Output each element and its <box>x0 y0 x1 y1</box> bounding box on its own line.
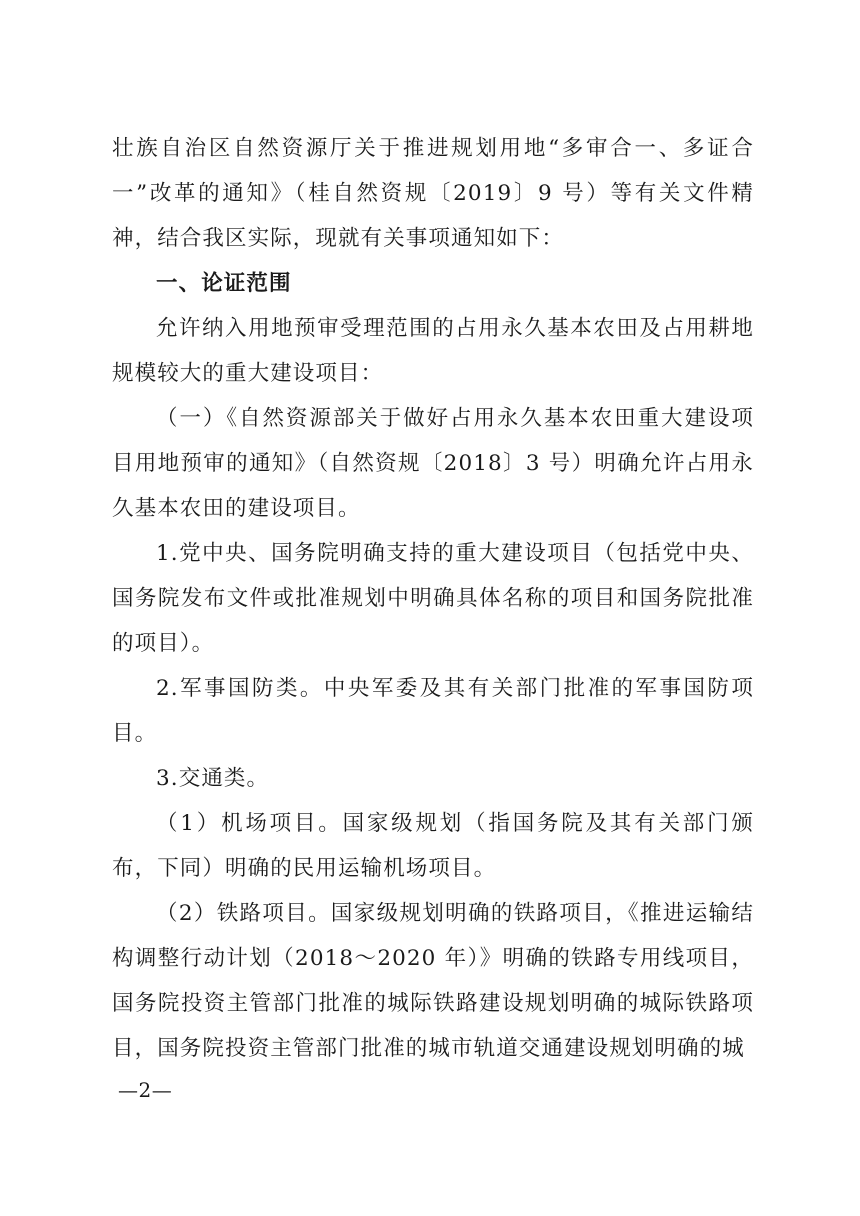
paragraph-scope-intro: 允许纳入用地预审受理范围的占用永久基本农田及占用耕地规模较大的重大建设项目： <box>112 316 754 386</box>
section-heading-scope: 一、论证范围 <box>156 271 292 296</box>
paragraph-continuation: 壮族自治区自然资源厅关于推进规划用地“多审合一、多证合一”改革的通知》（桂自然资规〔2019〕9 号）等有关文件精神，结合我区实际，现就有关事项通知如下： <box>112 136 754 251</box>
paragraph-item-1-3-2: （2）铁路项目。国家级规划明确的铁路项目，《推进运输结构调整行动计划（2018～2020 年）》明确的铁路专用线项目，国务院投资主管部门批准的城际铁路建设规划明确的城际铁路项目，国务院投资主管部门批准的城市轨道交通建设规划明确的城 <box>112 901 754 1061</box>
paragraph-item-1-3-1: （1）机场项目。国家级规划（指国务院及其有关部门颁布，下同）明确的民用运输机场项目。 <box>112 811 754 881</box>
document-body <box>112 126 754 1071</box>
page-number: —2— <box>118 1078 173 1102</box>
paragraph-item-1-1: 1.党中央、国务院明确支持的重大建设项目（包括党中央、国务院发布文件或批准规划中明确具体名称的项目和国务院批准的项目）。 <box>112 541 754 656</box>
paragraph-item-1: （一）《自然资源部关于做好占用永久基本农田重大建设项目用地预审的通知》（自然资规〔2018〕3 号）明确允许占用永久基本农田的建设项目。 <box>112 406 754 521</box>
paragraph-item-1-2: 2.军事国防类。中央军委及其有关部门批准的军事国防项目。 <box>112 676 754 746</box>
paragraph-item-1-3: 3.交通类。 <box>156 766 270 791</box>
